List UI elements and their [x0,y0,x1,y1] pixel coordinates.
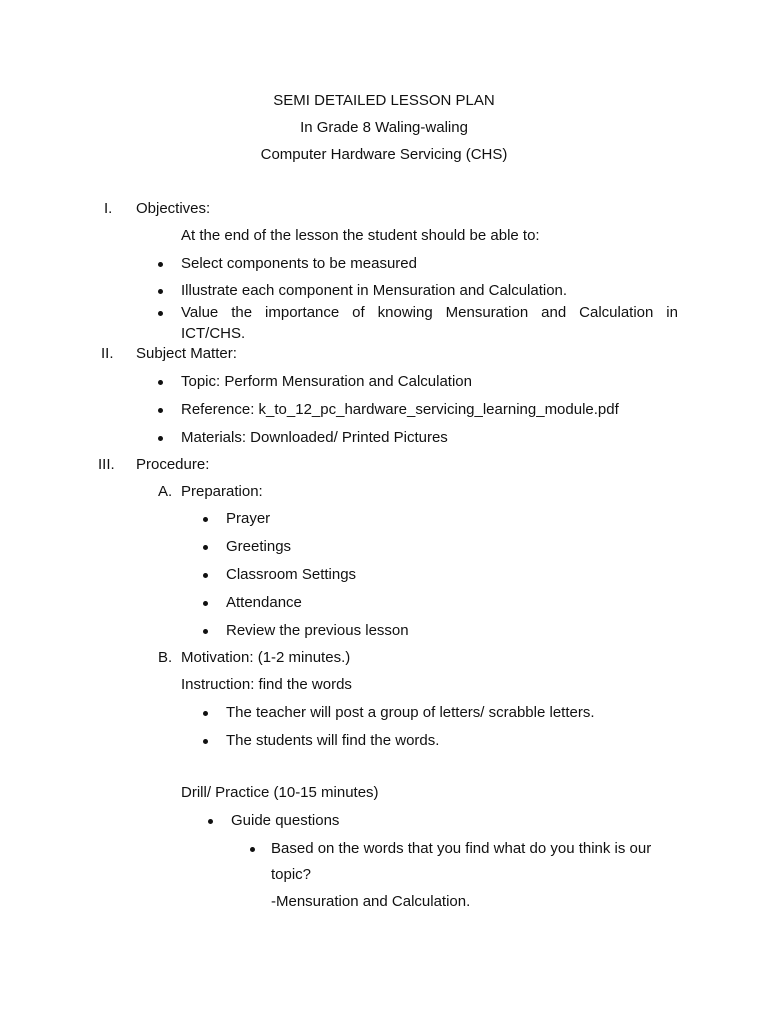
bullet-icon [250,847,255,852]
motivation-heading: Motivation: (1-2 minutes.) [181,649,351,666]
drill-heading: Drill/ Practice (10-15 minutes) [181,784,379,801]
grade-line: In Grade 8 Waling-waling [300,119,468,136]
preparation-item: Classroom Settings [226,566,357,583]
preparation-heading: Preparation: [181,483,263,500]
motivation-instruction: Instruction: find the words [181,676,352,693]
bullet-icon [158,262,163,267]
section-numeral-i: I. [104,200,113,217]
guide-question: Based on the words that you find what do you think is our [271,840,652,857]
objective-item: Illustrate each component in Mensuration and Calculation. [181,282,568,299]
objective-item: Value the importance of knowing Mensuration and Calculation in [181,304,678,321]
bullet-icon [158,380,163,385]
bullet-icon [158,311,163,316]
subject-matter-heading: Subject Matter: [136,345,237,362]
preparation-item: Prayer [226,510,271,527]
subject-line: Computer Hardware Servicing (CHS) [260,146,508,163]
guide-questions-label: Guide questions [231,812,340,829]
subject-matter-item: Reference: k_to_12_pc_hardware_servicing_learning_module.pdf [181,401,619,418]
subject-matter-item: Topic: Perform Mensuration and Calculation [181,373,472,390]
subject-matter-item: Materials: Downloaded/ Printed Pictures [181,429,448,446]
bullet-icon [203,711,208,716]
guide-answer: -Mensuration and Calculation. [271,893,471,910]
bullet-icon [203,573,208,578]
bullet-icon [208,819,213,824]
bullet-icon [158,408,163,413]
preparation-item: Greetings [226,538,292,555]
objective-item: Select components to be measured [181,255,417,272]
procedure-heading: Procedure: [136,456,210,473]
section-numeral-iii: III. [98,456,115,473]
preparation-item: Review the previous lesson [226,622,409,639]
preparation-item: Attendance [226,594,302,611]
bullet-icon [203,517,208,522]
document-title: SEMI DETAILED LESSON PLAN [273,92,495,109]
objectives-heading: Objectives: [136,200,211,217]
objectives-intro: At the end of the lesson the student should be able to: [181,227,540,244]
bullet-icon [203,545,208,550]
bullet-icon [158,289,163,294]
bullet-icon [203,601,208,606]
bullet-icon [203,739,208,744]
motivation-item: The teacher will post a group of letters/ scrabble letters. [226,704,595,721]
subsection-letter-a: A. [158,483,173,500]
bullet-icon [203,629,208,634]
motivation-item: The students will find the words. [226,732,440,749]
guide-question-continuation: topic? [271,866,312,883]
subsection-letter-b: B. [158,649,173,666]
bullet-icon [158,436,163,441]
section-numeral-ii: II. [101,345,114,362]
objective-item-continuation: ICT/CHS. [181,325,246,342]
